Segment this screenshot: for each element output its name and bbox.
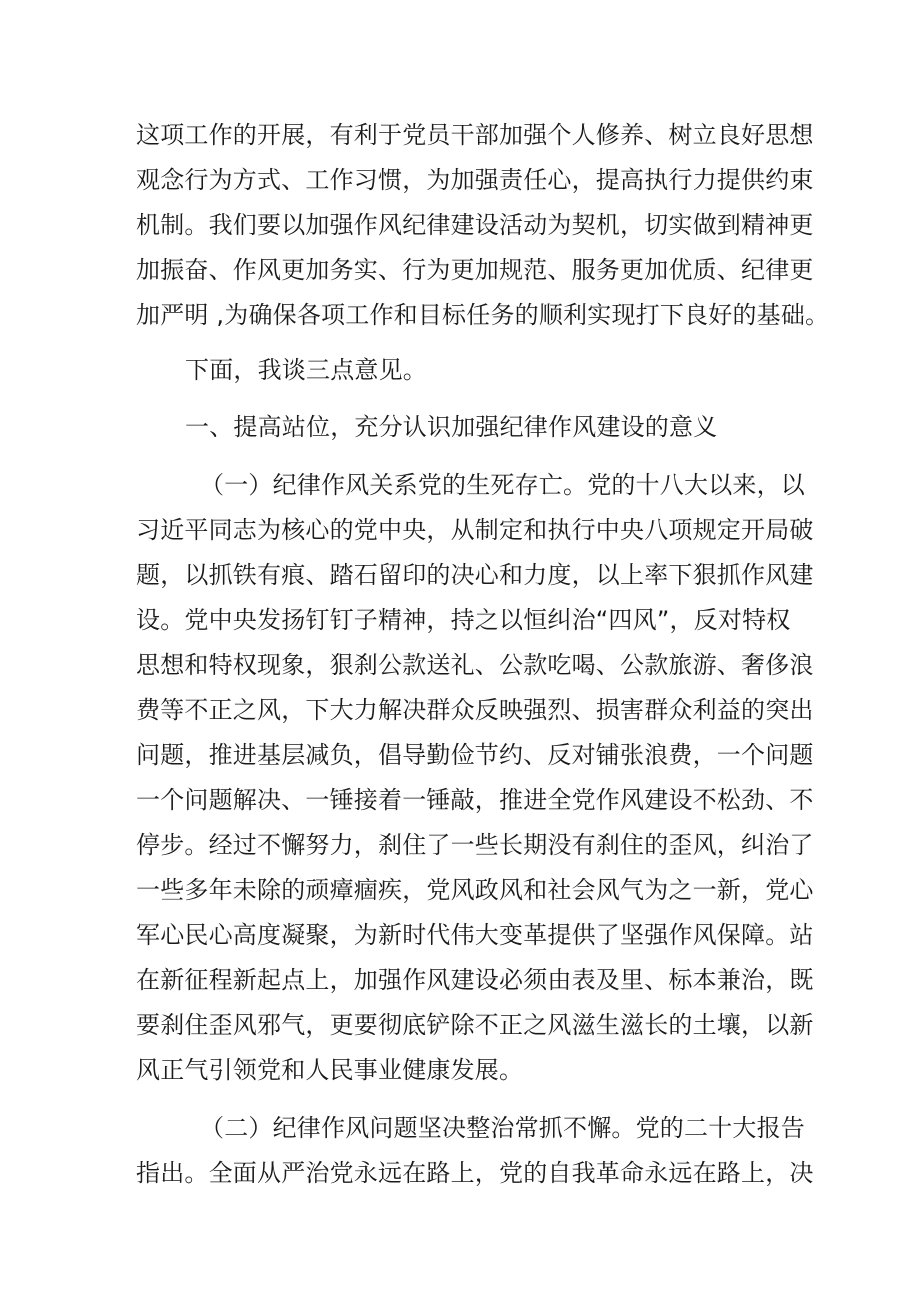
text-line: 要刹住歪风邪气，更要彻底铲除不正之风滋生滋长的土壤，以新 bbox=[136, 1011, 814, 1039]
section-heading: 一、提高站位，充分认识加强纪律作风建设的意义 bbox=[185, 413, 718, 441]
text-line: 加严明 ,为确保各项工作和目标任务的顺利实现打下良好的基础。 bbox=[136, 301, 830, 329]
text-line: 指出。全面从严治党永远在路上，党的自我革命永远在路上，决 bbox=[136, 1159, 814, 1187]
text-line: 题，以抓铁有痕、踏石留印的决心和力度，以上率下狠抓作风建 bbox=[136, 561, 814, 589]
text-line: 费等不正之风，下大力解决群众反映强烈、损害群众利益的突出 bbox=[136, 696, 814, 724]
text-line: 一个问题解决、一锤接着一锤敲，推进全党作风建设不松劲、不 bbox=[136, 786, 814, 814]
text-line: 军心民心高度凝聚，为新时代伟大变革提供了坚强作风保障。站 bbox=[136, 921, 814, 949]
text-line: 一些多年未除的顽瘴痼疾，党风政风和社会风气为之一新，党心 bbox=[136, 876, 814, 904]
intro-sentence: 下面，我谈三点意见。 bbox=[185, 356, 427, 384]
text-line: 设。党中央发扬钉钉子精神，持之以恒纠治“四风”，反对特权 bbox=[136, 606, 791, 634]
text-line: （一）纪律作风关系党的生死存亡。党的十八大以来，以 bbox=[200, 471, 805, 499]
text-line: 这项工作的开展，有利于党员干部加强个人修养、树立良好思想 bbox=[136, 121, 814, 149]
text-line: 机制。我们要以加强作风纪律建设活动为契机，切实做到精神更 bbox=[136, 211, 814, 239]
text-line: 在新征程新起点上，加强作风建设必须由表及里、标本兼治，既 bbox=[136, 966, 814, 994]
text-line: 习近平同志为核心的党中央，从制定和执行中央八项规定开局破 bbox=[136, 516, 814, 544]
text-line: 加振奋、作风更加务实、行为更加规范、服务更加优质、纪律更 bbox=[136, 256, 814, 284]
text-line: 停步。经过不懈努力，刹住了一些长期没有刹住的歪风，纠治了 bbox=[136, 831, 814, 859]
text-line: 思想和特权现象，狠刹公款送礼、公款吃喝、公款旅游、奢侈浪 bbox=[136, 651, 814, 679]
text-line: （二）纪律作风问题坚决整治常抓不懈。党的二十大报告 bbox=[200, 1114, 805, 1142]
text-line: 问题，推进基层减负，倡导勤俭节约、反对铺张浪费，一个问题 bbox=[136, 741, 814, 769]
text-line: 风正气引领党和人民事业健康发展。 bbox=[136, 1056, 524, 1084]
text-line: 观念行为方式、工作习惯，为加强责任心，提高执行力提供约束 bbox=[136, 166, 814, 194]
